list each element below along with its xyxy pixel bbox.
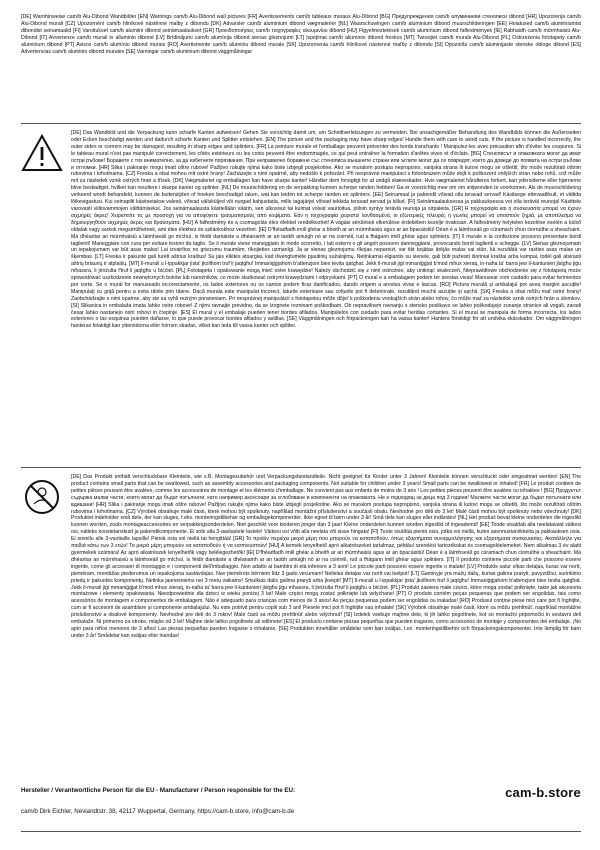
manufacturer-address: cam/b Dirk Eichler, Neviandtstr. 38, 42117 Wuppertal, Germany, https://cam-b.store, info@cam-b.de: [21, 808, 295, 815]
brand-suffix: .store: [544, 785, 581, 800]
footer: [21, 787, 581, 815]
document-page: [21, 14, 581, 832]
sharp-edges-warning-text: [DE] Das Wandbild und die Verpackung kann scharfe Kanten aufweisen! Gehen Sie vorsichtig damit um, um Schnittverletzungen zu vermeiden. Bei unsachgemäßer Behandlung des Wandbilds können die Außenseiten oder Ecken beschädigt werden und dadurch scharfe Kanten und Splitter entstehen. [EN] The picture and the packaging may have sharp edges! Handle them with care to avoid cuts. If the picture is handled incorrectly, the outer sides or corners may be damaged, resulting in sharp edges and splinters. [FR] La peinture murale et l'emballage peuvent présenter des bords tranchants ! Manipulez-les avec précaution afin d'éviter les coupures. Si le tableau mural n'est pas manipulé correctement, les côtés extérieurs ou les coins peuvent être endommagés, ce qui peut entraîner la formation d'arêtes vives et d'éclats. [BG] Стенописът и опаковката могат да имат остри ръбове! Боравете с тях внимателно, за да избегнете порязвания. При неправилно боравене със стенописа външните страни или ъглите могат да се повредят, което да доведе до появата на остри ръбове и отломки. [HR] Slika i pakiranje mogu imati oštre rubove! Pažljivo rukujte njima kako biste izbjegli posjekotine. Ako se muralom postupa nepropisno, vanjska strana ili kutovi mogu se oštetiti, što može rezultirati oštrim rubovima i krhotinama. [CZ] Freska a obal mohou mít ostré hrany! Zacházejte s nimi opatrně, aby nedošlo k pořezání. Při nesprávné manipulaci s fotoobrazem může dojít k poškození vnějších stran nebo rohů, což může mít za následek vznik ostrých hran a třísek. [DK] Vægmaleriet og emballagen kan have skarpe kanter! Håndter dem forsigtigt for at undgå skæreskader. Hvis vægmaleriet håndteres forkert, kan ydersiderne eller hjørnerne blive beskadiget, hvilket kan resultere i skarpe kanter og splinter. [NL] De muurschildering en de verpakking kunnen scherpe randen hebben! Ga er voorzichtig mee om om snijwonden te voorkomen. Als de muurschildering verkeerd wordt behandeld, kunnen de buitenzijden of hoeken beschadigd raken, wat kan leiden tot scherpe randen en splinters. [EE] Seinamaal ja pakendil võivad olla teravad servad! Käsitsege ettevaatlikult, et vältida lõikevigastusi. Kui seinapilti käsitsetakse valesti, võivad välisküljed või nurgad kahjustada, mille tagajärjel võivad tekkida teravad servad ja killud. [FI] Seinämaalauksessa ja pakkauksessa voi olla teräviä reunoja! Käsittele varovasti viiltovammojen välttämiseksi. Jos seinämaalausta käsitellään väärin, sen ulkosivut tai kulmat voivat vaurioitua, jolloin syntyy teräviä reunoja ja sirpaleita. [GR] Η τοιχογραφία και η συσκευασία μπορεί να έχουν αιχμηρές άκρες! Χειριστείτε τις με προσοχή για να αποφύγετε τραυματισμούς από κοψίματα. Εάν η τοιχογραφία χειριστεί λανθασμένα, οι εξωτερικές πλευρές ή γωνίες μπορεί να υποστούν ζημιά, με αποτέλεσμα να δημιουργηθούν αιχμηρές άκρες και θραύσματα. [HU] A falfestmény és a csomagolás éles élekkel rendelkezhet! A vágási sérülések elkerülése érdekében kezelje óvatosan. A falfestmény helytelen kezelése esetén a külső oldalak vagy sarkok megsérülhetnek, ami éles élekhez és szilánkokhoz vezethet. [IE] D'fhéadfadh imill ghéar a bheith ar an múrmhaisiú agus ar an bpacáistiú! Déan é a láimhseáil go cúramach chun ciorruithe a sheachaint. Má dhéantar an múrmhaisiú a láimhseáil go míchuí, is féidir damáiste a dhéanamh ar an taobh amuigh nó ar na coirnéil, rud a fhágann imill ghéar agus splinters. [IT] Il murale e la confezione possono presentare bordi taglienti! Maneggiare con cura per evitare lesioni da taglio. Se il murale viene maneggiato in modo scorretto, i lati esterni o gli angoli possono danneggiarsi, provocando bordi taglienti e schegge. [LV] Sienas gleznojumam un iepakojumam var būt asas malas! Lai izvairītos no griezumu traumām, rīkojieties uzmanīgi. Ja ar sienas gleznojumu rīkojas nepareizi, var tikt bojātas ārējās malas vai stūri, kā rezultātā var rasties asas malas un šķembas. [LT] Freska ir pakuotė gali turėti aštrius kraštus! Su jais elkitės atsargiai, kad išvengtumėte pjautinių sužalojimų. Netinkamai elgiantis su sienele, gali būti pažeisti išoriniai kraštai arba kampai, todėl gali atsirasti aštrių briaunų ir atplaišų. [MT] Il-murali u l-ippakkjar jista' jkollhom truf li jaqtgħu! Immaniġġjahom b'attenzjoni biex tevita qatgħat. Jekk il-murali jiġi mmaniġġjat b'mod mhux xieraq, in-naħa ta' barra jew il-kantunieri jistgħu jiġu mħassra, li jirriżulta f'truf li jaqtgħu u biċċiet. [PL] Fototapeta i opakowanie mogą mieć ostre krawędzie! Należy obchodzić się z nimi ostrożnie, aby uniknąć skaleczeń. Nieprawidłowe obchodzenie się z fototapetą może spowodować uszkodzenie zewnętrznych boków lub narożników, co może skutkować ostrymi krawędziami i odpryskami. [PT] O mural e a embalagem podem ter arestas vivas! Manusear com cuidado para evitar ferimentos por corte. Se o mural for manuseado incorrectamente, os lados exteriores ou os cantos podem ficar danificados, dando origem a arestas vivas e lascas. [RO] Pictura murală și ambalajul pot avea margini ascuțite! Manipulați cu grijă pentru a evita rănile prin tăiere. Dacă murala este manipulat incorect, laturile exterioare sau colțurile pot fi deteriorate, rezultând muchii ascuțite și așchii. [SK] Freska a obal môžu mať ostré hrany! Zaobchádzajte s nimi opatrne, aby ste sa vyhli rezným poraneniam. Pri nesprávnej manipulácii s fototapetou môže dôjsť k poškodeniu vonkajších strán alebo rohov, čo môže mať za následok vznik ostrých hrán a úlomkov. [SI] Slikanica in embalaža imata lahko ostre robove! Z njimi ravnajte previdno, da se izognete rezninam poškodbam. Ob nepravilnem ravnanju s stensko poslikavo se lahko poškodujejo zunanje stranice ali vogali, zaradi česar lahko nastanejo ostri robovi in črepinje. [ES] El mural y el embalaje pueden tener bordes afilados. Manipúlelos con cuidado para evitar heridas cortantes. Si el mural se manipula de forma incorrecta, los lados exteriores o las esquinas pueden dañarse, lo que puede provocar bordes afilados y astillas. [SE] Väggmålningen och förpackningen kan ha vassa kanter! Hantera försiktigt för att undvika skärskador. Om väggmålningen hanteras felaktigt kan yttersidorna eller hörnen skadas, vilket kan leda till vassa kanter och splitter.: [71, 130, 581, 330]
sharp-edges-section: [21, 124, 581, 468]
small-parts-warning-text: [DE] Das Produkt enthält verschluckbare Kleinteile, wie z.B. Montagezubehör und Verpackungsbestandteile. Nicht geeignet für Kinder unter 3 Jahren! Kleinteile können verschluckt oder eingeatmet werden! [EN] The product contains small parts that can be swallowed, such as assembly accessories and packaging components. Not suitable for children under 3 years! Small parts can be swallowed or inhaled! [FR] Le produit contient de petites pièces pouvant être avalées, comme les accessoires de montage et les éléments d'emballage. Ne convient pas aux enfants de moins de 3 ans ! Les petites pièces peuvent être avalées ou inhalées ! [BG] Продуктът съдържа малки части, които могат да бъдат погълнати, като например аксесоари за сглобяване и компоненти на опаковката. Не е подходящ за деца под 3 години! Малките части могат да бъдат погълнати или вдишани! [HR] Slika i pakiranje mogu imati oštre rubove! Pažljivo rukujte njima kako biste izbjegli posjekotine. Ako se muralom postupa nepropisno, vanjska strana ili kutovi mogu se oštetiti, što može rezultirati oštrim rubovima i krhotinama. [CZ] Výrobek obsahuje malé části, které mohou být spolknuty, například montážní příslušenství a součásti obalu. Nevhodné pro děti do 3 let! Malé části mohou být spolknuty nebo vdechnuty! [DK] Produktet indeholder små dele, der kan sluges, f.eks. monteringstilbehør og emballagekomponenter. Ikke egnet til børn under 3 år! Små dele kan sluges eller indåndes! [NL] Het product bevat kleine onderdelen die ingeslikt kunnen worden, zoals montageaccessoires en verpakkingsonderdelen. Niet geschikt voor kinderen jonger dan 3 jaar! Kleine onderdelen kunnen worden ingeslikt of ingeademd! [EE] Toode sisaldab alla neelatavaid väikesi osi, näiteks koostetarvikuid ja pakendikomponente. Ei sobi alla 3-aastastele lastele! Väikesi osi võib alla neelata või sisse hingata! [FI] Tuote sisältää pieniä osia, jotka voi niellä, kuten asennustarvikkeita ja pakkauksen osia. Ei sovellu alle 3-vuotiaille lapsille! Pieniä osia voi niellä tai hengittää! [GR] Το προϊόν περιέχει μικρά μέρη που μπορούν να καταποθούν, όπως εξαρτήματα συναρμολόγησης και εξαρτήματα συσκευασίας. Ακατάλληλο για παιδιά κάτω των 3 ετών! Τα μικρά μέρη μπορούν να καταποθούν ή να εισπνευστούν! [HU] A termék lenyelhető apró alkatrészeket tartalmaz, például szerelési tartozékokat és csomagolóelemeket. Nem alkalmas 3 év alatti gyermekek számára! Az apró alkatrészek lenyelhetők vagy belélegezhetők! [IE] D'fhéadfadh imill ghéar a bheith ar an múrmhaisiú agus ar an bpacáistiú! Déan é a láimhseáil go cúramach chun ciorruithe a sheachaint. Má dhéantar an múrmhaisiú a láimhseáil go míchuí, is féidir damáiste a dhéanamh ar an taobh amuigh nó ar na coirnéil, rud a fhágann imill ghéar agus splinters. [IT] Il prodotto contiene piccole parti che possono essere ingerite, come gli accessori di montaggio e i componenti dell'imballaggio. Non adatto ai bambini di età inferiore a 3 anni! Le piccole parti possono essere ingerite o inalate! [LV] Produkts satur sīkas detaļas, kuras var norīt, piemēram, montāžas piederumus un iepakojuma sastāvdaļas. Nav piemērots bērniem līdz 3 gadu vecumam! Nelielas detaļas var norīt vai ieelpot! [LT] Gaminyje yra mažų dalių, kurias galima praryti, pavyzdžiui, surinkimo priedų ir pakuotės komponentų. Netinka jaunesniems nei 3 metų vaikams! Smulkias dalis galima praryti arba įkvėpti! [MT] Il-murali u l-ippakkjar jista' jkollhom truf li jaqtgħu! Immaniġġjahom b'attenzjoni biex tevita qatgħat. Jekk il-murali jiġi mmaniġġjat b'mod mhux xieraq, in-naħa ta' barra jew il-kantunieri jistgħu jiġu mħassra, li jirriżulta f'truf li jaqtgħu u biċċiet. [PL] Produkt zawiera małe części, które mogą zostać połknięte, takie jak akcesoria montażowe i elementy opakowania. Nieodpowiednie dla dzieci w wieku poniżej 3 lat! Małe części mogą zostać połknięte lub wdychane! [PT] O produto contém peças pequenas que podem ser engolidas, tais como acessórios de montagem e componentes de embalagem. Não é adequado para crianças com menos de 3 anos! As peças pequenas podem ser engolidas ou inaladas! [RO] Produsul conține piese mici care pot fi înghițite, cum ar fi accesorii de asamblare și componente ambalajului. Nu este potrivit pentru copiii sub 3 ani! Piesele mici pot fi înghițite sau inhalate! [SK] Výrobok obsahuje malé časti, ktoré sa môžu prehltnúť, napríklad montážne príslušenstvo a obalové komponenty. Nevhodné pre deti do 3 rokov! Malé časti sa môžu prehltnúť alebo vdýchnuť! [SI] Izdelek vsebuje majhne dele, ki jih lahko pogoltnete, kot so montažni pripomočki in sestavni deli embalaže. Ni primerno za otroke, mlajše od 3 let! Majhne dele lahko pogoltnete ali vdihnete! [ES] El producto contiene piezas pequeñas que pueden tragarse, como accesorios de montaje y componentes del embalaje. ¡No apto para niños menores de 3 años! Las piezas pequeñas pueden tragarse o inhalarse. [SE] Produkten innehåller smådelar som kan sväljas, t.ex. monteringstillbehör och förpackningskomponenter. Inte lämplig för barn under 3 år! Smådelar kan sväljas eller inandas!: [71, 474, 581, 639]
brand-logo: [505, 785, 581, 800]
manufacturer-heading: Hersteller / Verantwortliche Person für die EU - Manufacturer / Person responsible for the EU:: [21, 787, 296, 794]
intro-warning-headings: [DE] Warnhinweise cam/b Alu-Dibond Wandbilder [EN] Warnings cam/b Alu-Dibond wall pictures [FR] Avertissements cam/b tableaux muraux Alu-Dibond [BG] Предупреждения cam/b алуминиеви стенописи dibond [HR] Upozorenja cam/b Alu-Dibond murali [CZ] Upozornění cam/b hliníkové nástěnné malby z dibondu [DK] Advarsler cam/b aluminium dibond vægmalerier [NL] Waarschuwingen cam/b aluminium dibond muurschilderingen [EE] Hoiatused cam/b alumiiniumist dibondist seinamaalid [FI] Varoitukset cam/b alumiini dibond seinämaalaukset [GR] Προειδοποιήσεις cam/b τοιχογραφίες αλουμινίου dibond [HU] Figyelmeztetések cam/b alumínium dibond falfestmények [IE] Rabhaidh cam/b múrmhaisiú Alu-Dibond [IT] Avvertenze cam/b murali in alluminio dibond [LV] Brīdinājumi cam/b alumīnija dibond sienas gleznojumi [LT] Įspėjimai cam/b aliuminio dibond freskos [MT] Twissijiet cam/b murals Alu-Dibond [PL] Ostrzeżenia fototapety cam/b aluminium dibond [PT] Avisos cam/b alumínio dibond murais [RO] Avertismente cam/b aluminiu dibond murale [SK] Upozornenia cam/b hliníkové nástenné maľby z dibondu [SI] Opozorila cam/b aluminijaste stenske obloge dibond [ES] Advertencias cam/b aluminio dibond murales [SE] Varningar cam/b aluminium dibond väggmålningar: [21, 14, 581, 124]
choking-hazard-age-0-3-icon: [21, 478, 63, 516]
brand-name: cam-b: [505, 785, 545, 800]
small-parts-section: [21, 468, 581, 832]
sharp-edges-warning-icon: [21, 134, 63, 172]
